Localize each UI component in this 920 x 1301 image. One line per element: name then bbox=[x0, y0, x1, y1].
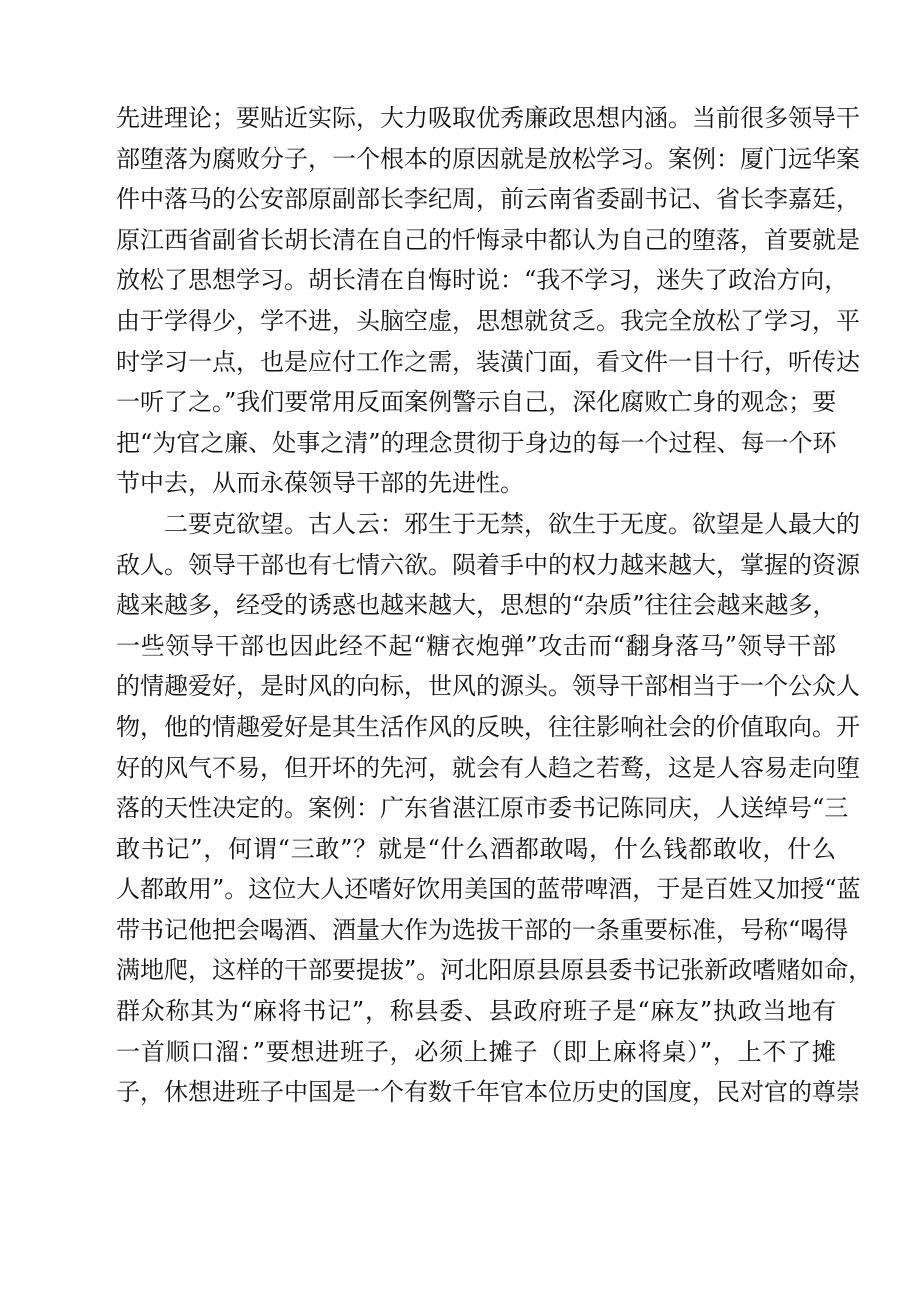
text-line: 二要克欲望。古人云：邪生于无禁，欲生于无度。欲望是人最大的 bbox=[164, 509, 860, 538]
text-line: 落的天性决定的。案例：广东省湛江原市委书记陈同庆，人送绰号“三 bbox=[116, 794, 849, 823]
text-line: 满地爬，这样的干部要提拔”。河北阳原县原县委书记张新政嗜赌如命， bbox=[116, 956, 873, 985]
text-line: 部堕落为腐败分子，一个根本的原因就是放松学习。案例：厦门远华案 bbox=[116, 144, 860, 173]
text-line: 一首顺口溜：”要想进班子，必须上摊子（即上麻将桌）”，上不了摊 bbox=[116, 1037, 836, 1066]
text-line: 的情趣爱好，是时风的向标，世风的源头。领导干部相当于一个公众人 bbox=[116, 672, 860, 701]
text-line: 件中落马的公安部原副部长李纪周，前云南省委副书记、省长李嘉廷， bbox=[116, 185, 860, 214]
text-line: 人都敢用”。这位大人还嗜好饮用美国的蓝带啤酒，于是百姓又加授“蓝 bbox=[116, 875, 861, 904]
text-line: 带书记他把会喝酒、酒量大作为选拔干部的一条重要标准，号称“喝得 bbox=[116, 915, 849, 944]
text-line: 敢书记”，何谓“三敢”？就是“什么酒都敢喝，什么钱都敢收，什么 bbox=[116, 834, 836, 863]
text-line: 物，他的情趣爱好是其生活作风的反映，往往影响社会的价值取向。开 bbox=[116, 712, 860, 741]
text-line: 子，休想进班子中国是一个有数千年官本位历史的国度，民对官的尊崇 bbox=[116, 1078, 860, 1107]
body-text bbox=[116, 98, 873, 1113]
text-line: 放松了思想学习。胡长清在自悔时说：“我不学习，迷失了政治方向， bbox=[116, 266, 849, 295]
text-line: 原江西省副省长胡长清在自己的忏悔录中都认为自己的堕落，首要就是 bbox=[116, 225, 860, 254]
text-line: 把“为官之廉、处事之清”的理念贯彻于身边的每一个过程、每一个环 bbox=[116, 428, 837, 457]
text-line: 一听了之。”我们要常用反面案例警示自己，深化腐败亡身的观念；要 bbox=[116, 388, 837, 417]
text-line: 时学习一点，也是应付工作之需，装潢门面，看文件一目十行，听传达 bbox=[116, 347, 860, 376]
text-line: 好的风气不易，但开坏的先河，就会有人趋之若鹜，这是人容易走向堕 bbox=[116, 753, 860, 782]
text-line: 节中去，从而永葆领导干部的先进性。 bbox=[116, 469, 524, 498]
text-line: 群众称其为“麻将书记”，称县委、县政府班子是“麻友”执政当地有 bbox=[116, 997, 836, 1026]
text-line: 越来越多，经受的诱惑也越来越大，思想的“杂质”往往会越来越多， bbox=[116, 591, 837, 620]
text-line: 由于学得少，学不进，头脑空虚，思想就贫乏。我完全放松了学习，平 bbox=[116, 306, 860, 335]
text-line: 一些领导干部也因此经不起“糖衣炮弹”攻击而“翻身落马”领导干部 bbox=[116, 631, 836, 660]
text-line: 先进理论；要贴近实际，大力吸取优秀廉政思想内涵。当前很多领导干 bbox=[116, 104, 860, 132]
text-line: 敌人。领导干部也有七情六欲。陨着手中的权力越来越大，掌握的资源 bbox=[116, 550, 860, 579]
